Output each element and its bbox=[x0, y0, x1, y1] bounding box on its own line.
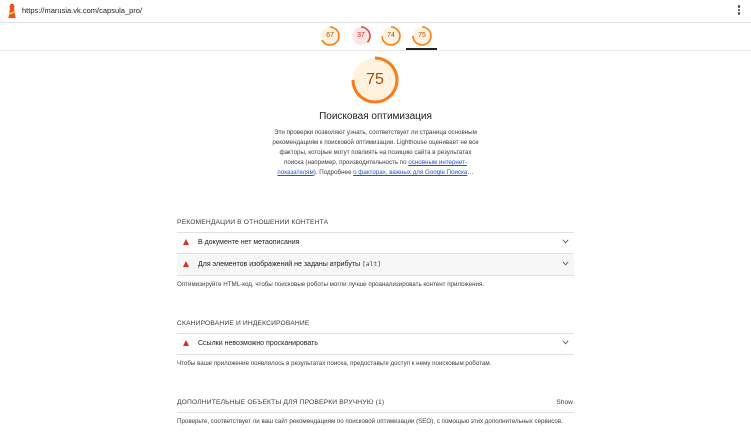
chevron-down-icon bbox=[562, 261, 569, 266]
group-title-manual: ДОПОЛНИТЕЛЬНЫЕ ОБЪЕКТЫ ДЛЯ ПРОВЕРКИ ВРУЧНУЮ (1) bbox=[177, 399, 385, 406]
audit-title: Ссылки невозможно просканировать bbox=[198, 340, 319, 347]
audit-title: В документе нет метаописания bbox=[198, 239, 300, 246]
divider bbox=[177, 412, 574, 413]
group-description: Чтобы ваше приложение появлялось в результатах поиска, предоставьте доступ к нему поисковым роботам. bbox=[177, 360, 492, 367]
tab-best-practices-gauge[interactable] bbox=[380, 25, 402, 47]
group-title-content: РЕКОМЕНДАЦИИ В ОТНОШЕНИИ КОНТЕНТА bbox=[177, 219, 329, 226]
tab-score: 74 bbox=[387, 32, 395, 39]
page-url: https://marusia.vk.com/capsula_pro/ bbox=[22, 6, 143, 15]
category-score-gauge bbox=[350, 55, 400, 105]
more-vert-icon[interactable] bbox=[736, 4, 742, 18]
audit-image-alt[interactable] bbox=[177, 254, 574, 275]
group-title-crawl: СКАНИРОВАНИЕ И ИНДЕКСИРОВАНИЕ bbox=[177, 320, 310, 327]
divider bbox=[0, 50, 751, 51]
lighthouse-icon bbox=[7, 4, 17, 19]
tab-performance-gauge[interactable] bbox=[319, 25, 341, 47]
fail-icon bbox=[183, 261, 189, 267]
tab-score: 67 bbox=[326, 32, 334, 39]
divider bbox=[177, 354, 574, 355]
chevron-down-icon bbox=[562, 340, 569, 345]
core-web-vitals-link[interactable]: основным интернет-показателям bbox=[277, 159, 467, 176]
show-button[interactable]: Show bbox=[556, 399, 573, 406]
group-description: Проверьте, соответствует ли ваш сайт рекомендациям по поисковой оптимизации (SEO), с помощью этих дополнительных сервисов. bbox=[177, 418, 563, 425]
google-search-factors-link[interactable]: о факторах, важных для Google Поиска bbox=[353, 169, 468, 176]
divider bbox=[177, 275, 574, 276]
top-bar bbox=[0, 0, 751, 23]
tab-score: 75 bbox=[418, 32, 426, 39]
category-description: Эти проверки позволяют узнать, соответствует ли страница основным рекомендациям к поисковой оптимизации. Lighthouse оценивает не все факторы, которые могут повлиять на позицию сайта в результатах поиска (например, производительность по основным интернет-показателям). Подробнее о факторах, важных для Google Поиска… bbox=[272, 129, 479, 176]
category-score: 75 bbox=[366, 71, 384, 88]
tab-score: 37 bbox=[357, 32, 365, 39]
group-description: Оптимизируйте HTML-код, чтобы поисковые роботы могли лучше проанализировать контент приложения. bbox=[177, 281, 485, 288]
category-title: Поисковая оптимизация bbox=[319, 111, 432, 122]
fail-icon bbox=[183, 239, 189, 245]
chevron-down-icon bbox=[562, 239, 569, 244]
audit-title: Для элементов изображений не заданы атрибуты [alt] bbox=[198, 261, 382, 268]
audit-meta-description[interactable] bbox=[177, 232, 574, 253]
tab-seo-gauge[interactable] bbox=[411, 25, 433, 47]
fail-icon bbox=[183, 340, 189, 346]
tab-accessibility-gauge[interactable] bbox=[350, 25, 372, 47]
audit-crawlable-links[interactable] bbox=[177, 333, 574, 354]
